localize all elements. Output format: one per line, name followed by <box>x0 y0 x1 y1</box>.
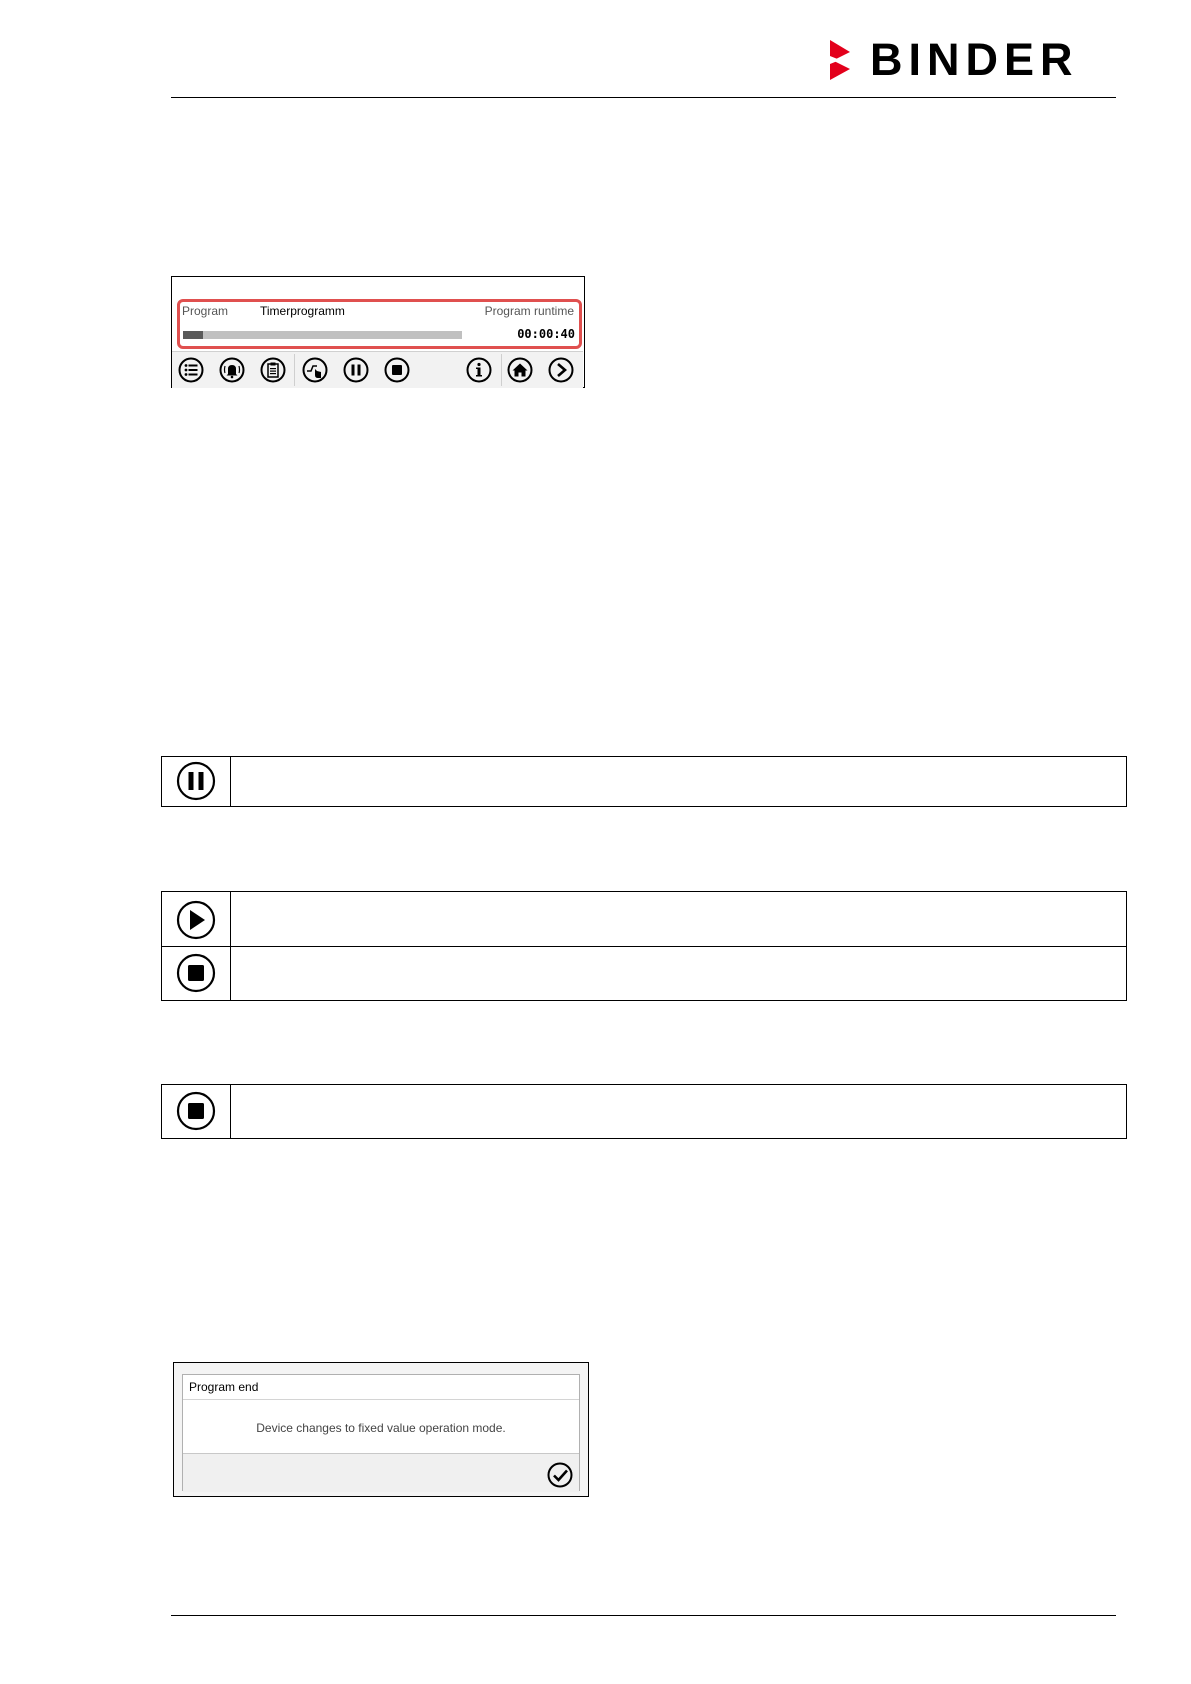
program-runtime-value: 00:00:40 <box>517 327 575 341</box>
icon-table-row <box>162 1085 1126 1138</box>
alarm-button[interactable] <box>219 357 245 383</box>
next-page-button[interactable] <box>548 357 574 383</box>
icon-description <box>231 757 1126 806</box>
menu-button[interactable] <box>178 357 204 383</box>
toolbar-separator <box>501 354 502 386</box>
footer-rule <box>171 1615 1116 1616</box>
icon-description <box>231 947 1126 1000</box>
manual-mode-button[interactable] <box>302 357 328 383</box>
info-button[interactable] <box>466 357 492 383</box>
program-end-screen <box>173 1362 589 1497</box>
checkmark-icon <box>547 1462 573 1488</box>
program-runtime-label: Program runtime <box>484 304 574 318</box>
binder-logo <box>826 34 1116 85</box>
icon-cell <box>162 892 231 946</box>
icon-description <box>231 892 1126 946</box>
program-label: Program <box>182 304 229 318</box>
header-rule <box>171 97 1116 98</box>
manual-touch-icon <box>302 357 328 383</box>
toolbar-separator <box>294 354 295 386</box>
program-status-panel <box>171 276 585 388</box>
pause-icon <box>343 357 369 383</box>
icon-table-play-stop <box>161 891 1127 1001</box>
program-toolbar <box>172 351 583 388</box>
icon-cell <box>162 1085 231 1138</box>
binder-logo-wordmark: BINDER <box>870 34 1079 85</box>
home-button[interactable] <box>507 357 533 383</box>
icon-cell <box>162 947 231 1000</box>
home-icon <box>507 357 533 383</box>
icon-table-row <box>162 757 1126 806</box>
dialog-title-divider <box>183 1399 579 1400</box>
icon-table-row <box>162 892 1126 946</box>
stop-icon <box>176 953 216 993</box>
dialog-title: Program end <box>189 1380 259 1394</box>
icon-table-pause <box>161 756 1127 807</box>
stop-button[interactable] <box>384 357 410 383</box>
forward-icon <box>548 357 574 383</box>
pause-icon <box>176 761 216 801</box>
binder-logo-mark <box>826 40 856 80</box>
clipboard-icon <box>260 357 286 383</box>
dialog-footer <box>183 1453 579 1492</box>
play-icon <box>176 900 216 940</box>
icon-table-stop <box>161 1084 1127 1139</box>
icon-table-row <box>162 946 1126 1000</box>
event-list-button[interactable] <box>260 357 286 383</box>
icon-description <box>231 1085 1126 1138</box>
program-end-dialog <box>182 1374 580 1491</box>
alarm-bell-icon <box>219 357 245 383</box>
program-name: Timerprogramm <box>260 304 345 318</box>
program-progress-fill <box>183 331 203 339</box>
menu-icon <box>178 357 204 383</box>
stop-icon <box>384 357 410 383</box>
pause-button[interactable] <box>343 357 369 383</box>
info-icon <box>466 357 492 383</box>
dialog-message: Device changes to fixed value operation mode. <box>256 1421 506 1435</box>
stop-icon <box>176 1091 216 1131</box>
confirm-button[interactable] <box>547 1462 573 1488</box>
program-progress-bar <box>183 331 462 339</box>
icon-cell <box>162 757 231 806</box>
